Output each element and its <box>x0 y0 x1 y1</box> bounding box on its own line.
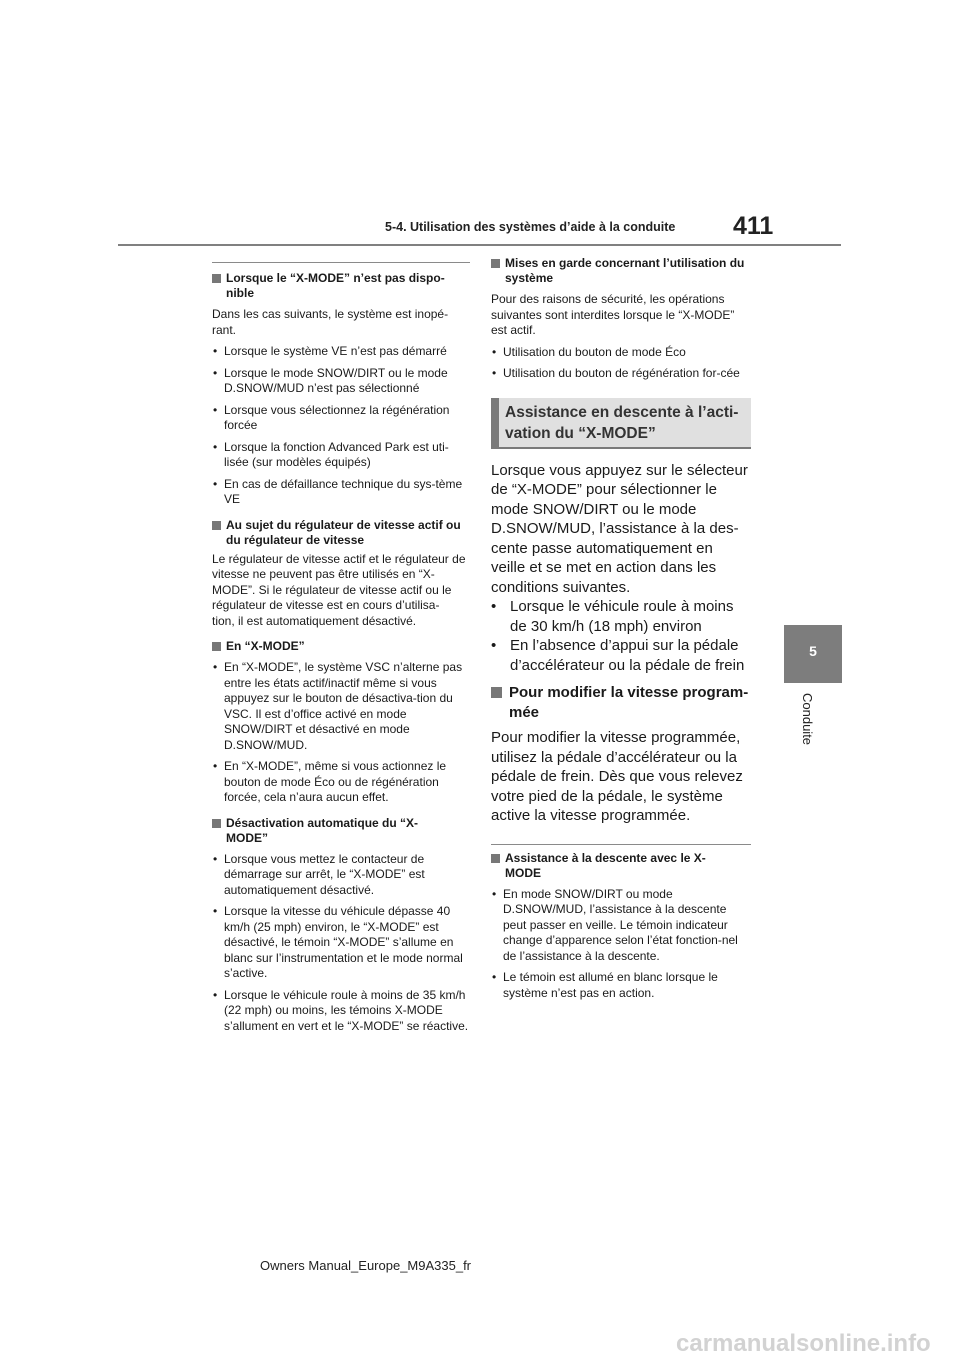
list-item <box>491 597 751 636</box>
bullet-list <box>212 852 470 1035</box>
list-item-text: Lorsque vous mettez le contacteur de démarrage sur arrêt, le “X-MODE” est automatiquement désactivé. <box>224 851 425 897</box>
list-item <box>212 852 470 899</box>
square-bullet-icon <box>491 854 500 863</box>
list-item-text: Lorsque le véhicule roule à moins de 30 km/h (18 mph) environ <box>510 598 734 635</box>
section-rule <box>212 262 470 263</box>
bullet-dot-icon: • <box>213 402 218 417</box>
list-item <box>212 477 470 508</box>
bullet-dot-icon: • <box>492 970 497 984</box>
bullet-dot-icon: • <box>213 904 218 918</box>
list-item-text: Le témoin est allumé en blanc lorsque le système n’est pas en action. <box>503 970 718 1000</box>
list-item-text: Lorsque la vitesse du véhicule dépasse 40 km/h (25 mph) environ, le “X-MODE” est désactivé, le témoin “X-MODE” s’allume en blanc sur l’instrumentation et le mode normal s’active. <box>224 904 463 980</box>
square-bullet-icon <box>491 687 502 698</box>
bullet-list <box>212 344 470 508</box>
bullet-list <box>491 887 751 1002</box>
bullet-dot-icon: • <box>213 759 218 773</box>
chapter-label: Conduite <box>800 693 815 746</box>
subsection-heading: Assistance à la descente avec le X- MODE <box>491 851 751 881</box>
list-item-text: Lorsque le mode SNOW/DIRT ou le mode D.SNOW/MUD n’est pas sélectionné <box>224 365 448 395</box>
square-bullet-icon <box>212 521 221 530</box>
right-column <box>491 256 751 1001</box>
left-column <box>212 262 470 1034</box>
list-item-text: Utilisation du bouton de mode Éco <box>503 344 686 359</box>
main-paragraph: Pour modifier la vitesse programmée, utilisez la pédale d’accélérateur ou la pédale de frein. Dès que vous relevez votre pied de la pédale, le système active la vitesse programmée. <box>491 729 743 824</box>
paragraph: Le régulateur de vitesse actif et le régulateur de vitesse ne peuvent pas être utilisés en “X-MODE”. Si le régulateur de vitesse actif ou le régulateur de vitesse est en cours d’utilisa- tion, il est automatiquement désactivé. <box>212 551 466 628</box>
bullet-dot-icon: • <box>491 637 497 654</box>
square-bullet-icon <box>212 642 221 651</box>
list-item <box>212 366 470 397</box>
list-item-text: En “X-MODE”, le système VSC n’alterne pas entre les états actif/inactif même si vous appuyez sur le bouton de désactiva-tion du VSC. Il est d’office activé en mode SNOW/DIRT et désactivé en mode D.SNOW/MUD. <box>224 660 463 752</box>
bullet-dot-icon: • <box>213 365 218 380</box>
list-item <box>491 636 751 675</box>
list-item <box>491 366 751 382</box>
list-item <box>212 344 470 360</box>
bullet-dot-icon: • <box>491 598 497 615</box>
section-rule <box>491 844 751 845</box>
subsection-heading: Désactivation automatique du “X- MODE” <box>212 816 470 846</box>
list-item-text: Lorsque le véhicule roule à moins de 35 km/h (22 mph) ou moins, les témoins X-MODE s’allument en vert et le “X-MODE” se réactive. <box>224 987 469 1033</box>
section-banner <box>491 398 751 449</box>
bullet-dot-icon: • <box>213 987 218 1002</box>
list-item <box>491 970 751 1001</box>
list-item-text: Lorsque vous sélectionnez la régénération forcée <box>224 402 450 432</box>
list-item-text: Lorsque la fonction Advanced Park est uti-lisée (sur modèles équipés) <box>224 439 449 469</box>
bullet-dot-icon: • <box>213 851 218 866</box>
list-item <box>212 988 470 1035</box>
list-item-text: En mode SNOW/DIRT ou mode D.SNOW/MUD, l’assistance à la descente peut passer en veille. Le témoin indicateur change d’apparence selon l’état fonction-nel de l’assistance à la descente. <box>503 886 738 963</box>
subsection-heading-large: Pour modifier la vitesse program- mée <box>491 683 751 723</box>
watermark: carmanualsonline.info <box>676 1330 931 1357</box>
bullet-dot-icon: • <box>213 439 218 454</box>
bullet-dot-icon: • <box>213 660 218 674</box>
list-item-text: En cas de défaillance technique du sys-tème VE <box>224 476 463 506</box>
subsection-heading: Mises en garde concernant l’utilisation du système <box>491 256 751 286</box>
bullet-dot-icon: • <box>213 476 218 491</box>
list-item <box>212 403 470 434</box>
bullet-list <box>212 660 470 806</box>
paragraph: Pour des raisons de sécurité, les opérations suivantes sont interdites lorsque le “X-MODE” est actif. <box>491 292 735 337</box>
subsection-heading: Lorsque le “X-MODE” n’est pas dispo- nible <box>212 271 470 301</box>
list-item <box>212 660 470 753</box>
list-item <box>491 345 751 361</box>
list-item-text: En “X-MODE”, même si vous actionnez le bouton de mode Éco ou de régénération forcée, cela n’aura aucun effet. <box>224 759 447 804</box>
bullet-dot-icon: • <box>213 344 218 358</box>
bullet-dot-icon: • <box>492 886 497 901</box>
list-item <box>212 440 470 471</box>
list-item <box>212 759 470 806</box>
subsection-heading: Au sujet du régulateur de vitesse actif ou du régulateur de vitesse <box>212 518 470 548</box>
list-item-text: Utilisation du bouton de régénération for-cée <box>503 366 740 380</box>
banner-title: Assistance en descente à l’acti- vation du “X-MODE” <box>505 403 739 442</box>
main-bullet-list <box>491 597 751 675</box>
list-item-text: Lorsque le système VE n’est pas démarré <box>224 344 447 358</box>
chapter-label-wrap <box>797 693 817 773</box>
list-item <box>491 887 751 965</box>
square-bullet-icon <box>212 819 221 828</box>
main-paragraph: Lorsque vous appuyez sur le sélecteur de “X-MODE” pour sélectionner le mode SNOW/DIRT ou le mode D.SNOW/MUD, l’assistance à la des- cente passe automatiquement en veille et se met en action dans les conditions suivantes. <box>491 461 748 596</box>
header-rule <box>118 244 841 246</box>
list-item-text: En l’absence d’appui sur la pédale d’accélérateur ou la pédale de frein <box>510 637 745 674</box>
square-bullet-icon <box>212 274 221 283</box>
subsection-heading: En “X-MODE” <box>212 639 470 654</box>
bullet-list <box>491 345 751 382</box>
bullet-dot-icon: • <box>492 366 497 380</box>
square-bullet-icon <box>491 259 500 268</box>
section-title: 5-4. Utilisation des systèmes d’aide à la conduite <box>385 220 676 234</box>
bullet-dot-icon: • <box>492 344 497 359</box>
chapter-number: 5 <box>809 643 817 659</box>
chapter-tab <box>784 625 842 683</box>
page-number: 411 <box>733 212 774 240</box>
paragraph: Dans les cas suivants, le système est inopé- rant. <box>212 307 449 337</box>
list-item <box>212 904 470 982</box>
document-id: Owners Manual_Europe_M9A335_fr <box>260 1258 472 1273</box>
